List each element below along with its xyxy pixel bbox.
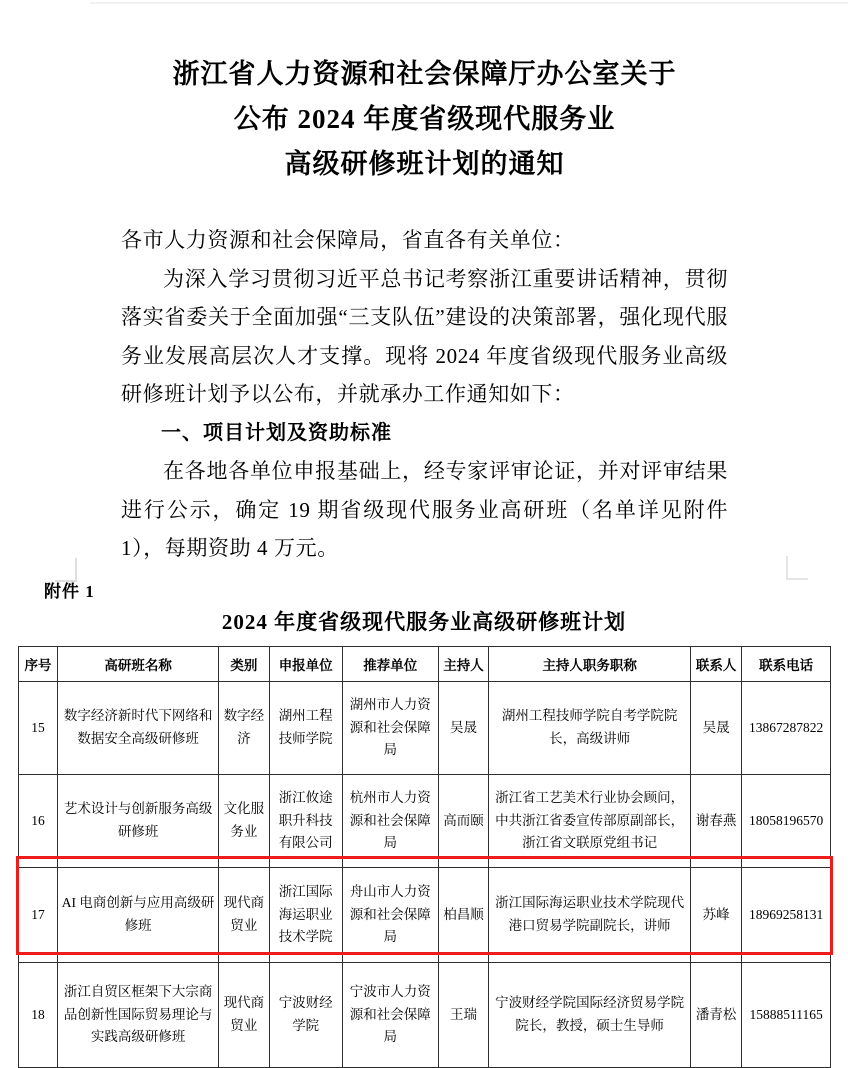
table-cell: 16 [19, 775, 58, 868]
table-header-row [19, 647, 831, 682]
document-title-line-1: 浙江省人力资源和社会保障厅办公室关于 [172, 59, 677, 89]
table-cell: 17 [19, 868, 58, 963]
plan-table-container [18, 646, 831, 1068]
paragraph-plan: 在各地各单位申报基础上，经专家评审论证，并对评审结果进行公示，确定 19 期省级现代服务业高研班（名单详见附件 1），每期资助 4 万元。 [121, 459, 728, 560]
column-header-name: 高研班名称 [58, 647, 219, 682]
table-cell: 湖州工程技师学院 [269, 682, 342, 775]
table-cell: 高而颐 [438, 775, 488, 868]
column-header-phone: 联系电话 [742, 647, 831, 682]
table-cell: 文化服务业 [219, 775, 269, 868]
table-row [19, 682, 831, 775]
table-cell: 现代商贸业 [219, 868, 269, 963]
notice-body [121, 0, 728, 568]
table-cell: 湖州工程技师学院自考学院院长，高级讲师 [489, 682, 691, 775]
table-cell: 15888511165 [742, 963, 831, 1068]
table-cell: 18 [19, 963, 58, 1068]
table-cell: AI 电商创新与应用高级研修班 [58, 868, 219, 963]
table-cell: 宁波财经学院国际经济贸易学院院长，教授，硕士生导师 [489, 963, 691, 1068]
section-heading: 一、项目计划及资助标准 [161, 421, 392, 444]
table-cell: 13867287822 [742, 682, 831, 775]
document-title-line-2: 公布 2024 年度省级现代服务业 [233, 104, 616, 134]
table-cell: 王瑞 [438, 963, 488, 1068]
table-row [19, 963, 831, 1068]
table-row [19, 775, 831, 868]
table-cell: 15 [19, 682, 58, 775]
table-cell: 浙江国际海运职业技术学院现代港口贸易学院副院长，讲师 [489, 868, 691, 963]
table-cell: 18969258131 [742, 868, 831, 963]
plan-table [18, 646, 831, 1068]
salutation: 各市人力资源和社会保障局，省直各有关单位： [121, 228, 575, 252]
paragraph-intro: 为深入学习贯彻习近平总书记考察浙江重要讲话精神，贯彻落实省委关于全面加强“三支队伍”建设的决策部署，强化现代服务业发展高层次人才支撑。现将 2024 年度省级现代服务业高级研修班计划予以公布，并就承办工作通知如下： [121, 266, 728, 406]
table-cell: 舟山市人力资源和社会保障局 [342, 868, 438, 963]
page-corner-mark-right [786, 556, 808, 580]
table-cell: 苏峰 [691, 868, 742, 963]
table-cell: 湖州市人力资源和社会保障局 [342, 682, 438, 775]
notice-text [121, 221, 728, 568]
table-title: 2024 年度省级现代服务业高级研修班计划 [221, 610, 627, 634]
column-header-host: 主持人 [438, 647, 488, 682]
column-header-category: 类别 [219, 647, 269, 682]
table-cell: 潘青松 [691, 963, 742, 1068]
table-cell: 宁波财经学院 [269, 963, 342, 1068]
column-header-contact: 联系人 [691, 647, 742, 682]
table-cell: 浙江自贸区框架下大宗商品创新性国际贸易理论与实践高级研修班 [58, 963, 219, 1068]
table-cell: 吴晟 [691, 682, 742, 775]
column-header-recommender: 推荐单位 [342, 647, 438, 682]
attachment-label: 附件 1 [44, 582, 95, 601]
table-cell: 浙江国际海运职业技术学院 [269, 868, 342, 963]
table-cell: 数字经济新时代下网络和数据安全高级研修班 [58, 682, 219, 775]
table-cell: 现代商贸业 [219, 963, 269, 1068]
table-cell: 艺术设计与创新服务高级研修班 [58, 775, 219, 868]
table-row-highlighted [19, 868, 831, 963]
table-cell: 浙江攸途职升科技有限公司 [269, 775, 342, 868]
table-cell: 杭州市人力资源和社会保障局 [342, 775, 438, 868]
column-header-applicant: 申报单位 [269, 647, 342, 682]
table-cell: 柏昌顺 [438, 868, 488, 963]
table-cell: 数字经济 [219, 682, 269, 775]
document-title [121, 52, 728, 187]
table-cell: 谢春燕 [691, 775, 742, 868]
table-cell: 18058196570 [742, 775, 831, 868]
document-title-line-3: 高级研修班计划的通知 [284, 149, 565, 179]
column-header-seq: 序号 [19, 647, 58, 682]
table-cell: 宁波市人力资源和社会保障局 [342, 963, 438, 1068]
column-header-host-title: 主持人职务职称 [489, 647, 691, 682]
table-cell: 浙江省工艺美术行业协会顾问，中共浙江省委宣传部原副部长，浙江省文联原党组书记 [489, 775, 691, 868]
table-cell: 吴晟 [438, 682, 488, 775]
